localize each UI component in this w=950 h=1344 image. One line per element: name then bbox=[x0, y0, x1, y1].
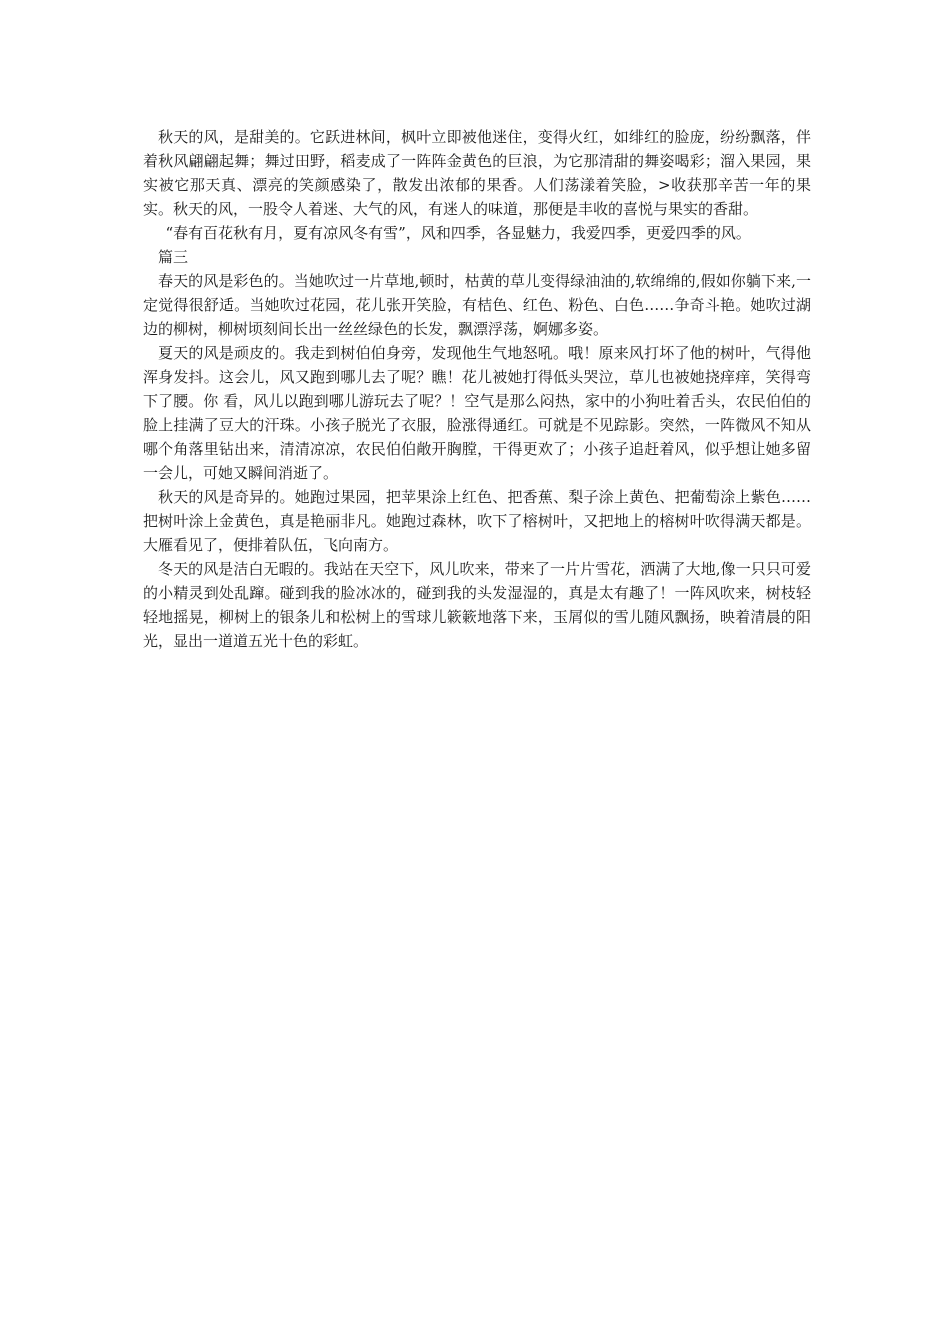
paragraph-summer-wind: 夏天的风是顽皮的。我走到树伯伯身旁，发现他生气地怒吼。哦！原来风打坏了他的树叶，气得他浑身发抖。这会儿，风又跑到哪儿去了呢？瞧！花儿被她打得低头哭泣，草儿也被她挠痒痒，笑得弯下了腰。你 看，风儿以跑到哪儿游玩去了呢？！空气是那么闷热，家中的小狗吐着舌头，农民伯伯的脸上挂满了豆大的汗珠。小孩子脱光了衣服，脸涨得通红。可就是不见踪影。突然，一阵微风不知从哪个角落里钻出来，清清凉凉，农民伯伯敞开胸膛，干得更欢了；小孩子追赶着风，似乎想让她多留一会儿，可她又瞬间消逝了。 bbox=[143, 344, 811, 482]
paragraph-winter-wind: 冬天的风是洁白无暇的。我站在天空下，风儿吹来，带来了一片片雪花，洒满了大地,像一只只可爱的小精灵到处乱蹿。碰到我的脸冰冰的，碰到我的头发湿湿的，真是太有趣了！一阵风吹来，树枝轻轻地摇晃，柳树上的银条儿和松树上的雪球儿簌簌地落下来，玉屑似的雪儿随风飘扬，映着清晨的阳光，显出一道道五光十色的彩虹。 bbox=[143, 560, 811, 650]
paragraph-spring-wind: 春天的风是彩色的。当她吹过一片草地,顿时，枯黄的草儿变得绿油油的,软绵绵的,假如你躺下来,一定觉得很舒适。当她吹过花园，花儿张开笑脸，有桔色、红色、粉色、白色……争奇斗艳。她吹过湖边的柳树，柳树顷刻间长出一丝丝绿色的长发，飘漂浮荡，婀娜多姿。 bbox=[143, 272, 811, 338]
paragraph-autumn-wind: 秋天的风，是甜美的。它跃进林间，枫叶立即被他迷住，变得火红，如绯红的脸庞，纷纷飘落，伴着秋风翩翩起舞；舞过田野，稻麦成了一阵阵金黄色的巨浪，为它那清甜的舞姿喝彩；溜入果园，果实被它那天真、漂亮的笑颜感染了，散发出浓郁的果香。人们荡漾着笑脸，>收获那辛苦一年的果实。秋天的风，一股令人着迷、大气的风，有迷人的味道，那便是丰收的喜悦与果实的香甜。 bbox=[143, 128, 811, 218]
paragraph-autumn-wind-strange: 秋天的风是奇异的。她跑过果园，把苹果涂上红色、把香蕉、梨子涂上黄色、把葡萄涂上紫色……把树叶涂上金黄色，真是艳丽非凡。她跑过森林，吹下了榕树叶，又把地上的榕树叶吹得满天都是。大雁看见了，便排着队伍，飞向南方。 bbox=[143, 488, 811, 554]
document-body bbox=[143, 125, 811, 653]
paragraph-quote-four-seasons: “春有百花秋有月，夏有凉风冬有雪”，风和四季，各显魅力，我爱四季，更爱四季的风。 bbox=[165, 224, 751, 242]
section-heading-part-three: 篇三 bbox=[158, 248, 189, 266]
